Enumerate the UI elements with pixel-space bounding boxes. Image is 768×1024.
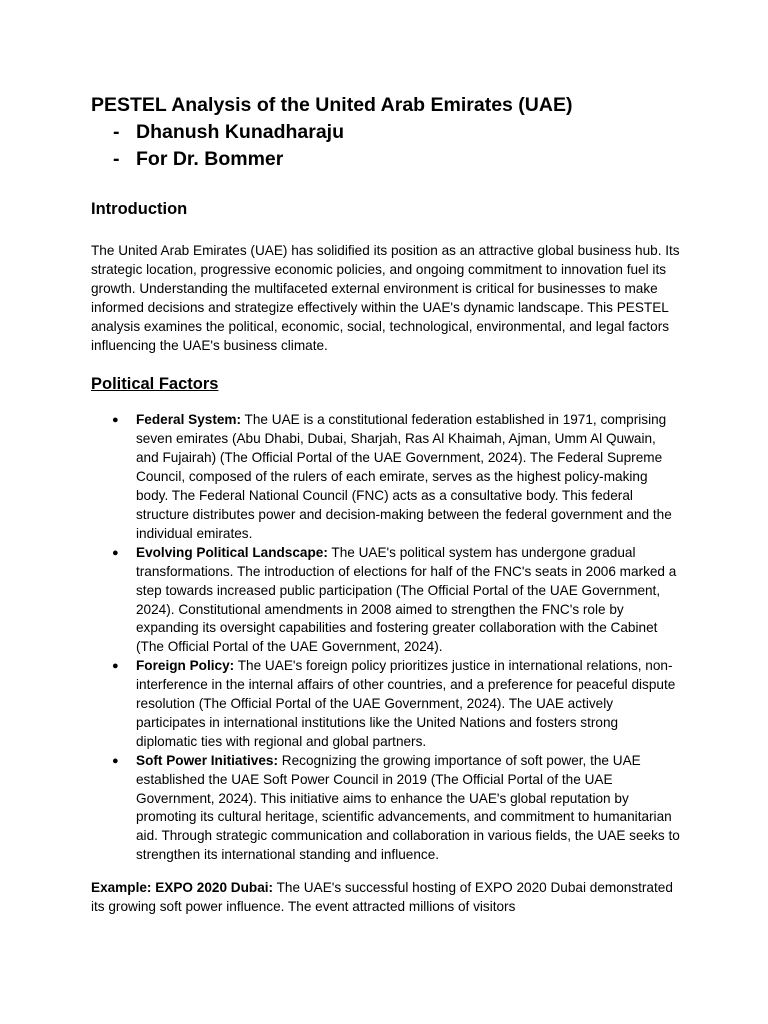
author-name: Dhanush Kunadharaju: [136, 121, 345, 143]
bullet-icon: ●: [112, 414, 119, 427]
list-item-federal-system: [91, 411, 681, 543]
political-factors-list: [91, 411, 681, 865]
list-item-evolving-landscape: [91, 544, 681, 657]
author-item: [91, 119, 681, 146]
document-title: PESTEL Analysis of the United Arab Emirates (UAE): [91, 94, 573, 116]
example-paragraph: [91, 879, 681, 917]
recipient-item: [91, 146, 681, 173]
item-label: Foreign Policy:: [136, 658, 235, 674]
dash-marker: -: [113, 148, 120, 170]
list-item-foreign-policy: [91, 657, 681, 752]
item-label: Evolving Political Landscape:: [136, 544, 328, 560]
dash-marker: -: [113, 121, 120, 143]
introduction-paragraph: The United Arab Emirates (UAE) has solidified its position as an attractive global business hub. Its strategic location, progressive economic policies, and ongoing commitment to innovation fuel its growth. Understanding the multifaceted external environment is critical for businesses to make informed decisions and strategize effectively within the UAE's dynamic landscape. This PESTEL analysis examines the political, economic, social, technological, environmental, and legal factors influencing the UAE's business climate.: [91, 243, 680, 353]
introduction-heading: Introduction: [91, 200, 188, 218]
item-label: Soft Power Initiatives:: [136, 752, 279, 768]
item-text: The UAE's political system has undergone gradual transformations. The introduction of elections for half of the FNC's seats in 2006 marked a step towards increased public participation (The Official Portal of the UAE Government, 2024). Constitutional amendments in 2008 aimed to strengthen the FNC's role by expanding its oversight capabilities and fostering greater collaboration with the Cabinet (The Official Portal of the UAE Government, 2024).: [136, 544, 677, 655]
item-text: The UAE's foreign policy prioritizes justice in international relations, non-interference in the internal affairs of other countries, and a preference for peaceful dispute resolution (The Official Portal of the UAE Government, 2024). The UAE actively participates in international institutions like the United Nations and fosters strong diplomatic ties with regional and global partners.: [136, 658, 676, 749]
bullet-icon: ●: [112, 546, 119, 559]
item-text: Recognizing the growing importance of soft power, the UAE established the UAE Soft Power Council in 2019 (The Official Portal of the UAE Government, 2024). This initiative aims to enhance the UAE's global reputation by promoting its cultural heritage, scientific advancements, and commitment to humanitarian aid. Through strategic communication and collaboration in various fields, the UAE seeks to strengthen its international standing and influence.: [136, 752, 680, 863]
example-label: Example: EXPO 2020 Dubai:: [91, 880, 274, 896]
bullet-icon: ●: [112, 660, 119, 673]
bullet-icon: ●: [112, 754, 119, 767]
recipient-name: For Dr. Bommer: [136, 148, 284, 170]
item-text: The UAE is a constitutional federation established in 1971, comprising seven emirates (Abu Dhabi, Dubai, Sharjah, Ras Al Khaimah, Ajman, Umm Al Quwain, and Fujairah) (The Official Portal of the UAE Government, 2024). The Federal Supreme Council, composed of the rulers of each emirate, serves as the highest policy-making body. The Federal National Council (FNC) acts as a consultative body. This federal structure distributes power and decision-making between the federal government and the individual emirates.: [136, 412, 672, 541]
author-list: [91, 119, 681, 173]
item-label: Federal System:: [136, 412, 242, 428]
example-text: The UAE's successful hosting of EXPO 2020 Dubai demonstrated its growing soft power influence. The event attracted millions of visitors: [91, 880, 673, 915]
list-item-soft-power: [91, 752, 681, 865]
political-factors-heading: Political Factors: [91, 375, 219, 394]
document-page: [91, 92, 681, 917]
